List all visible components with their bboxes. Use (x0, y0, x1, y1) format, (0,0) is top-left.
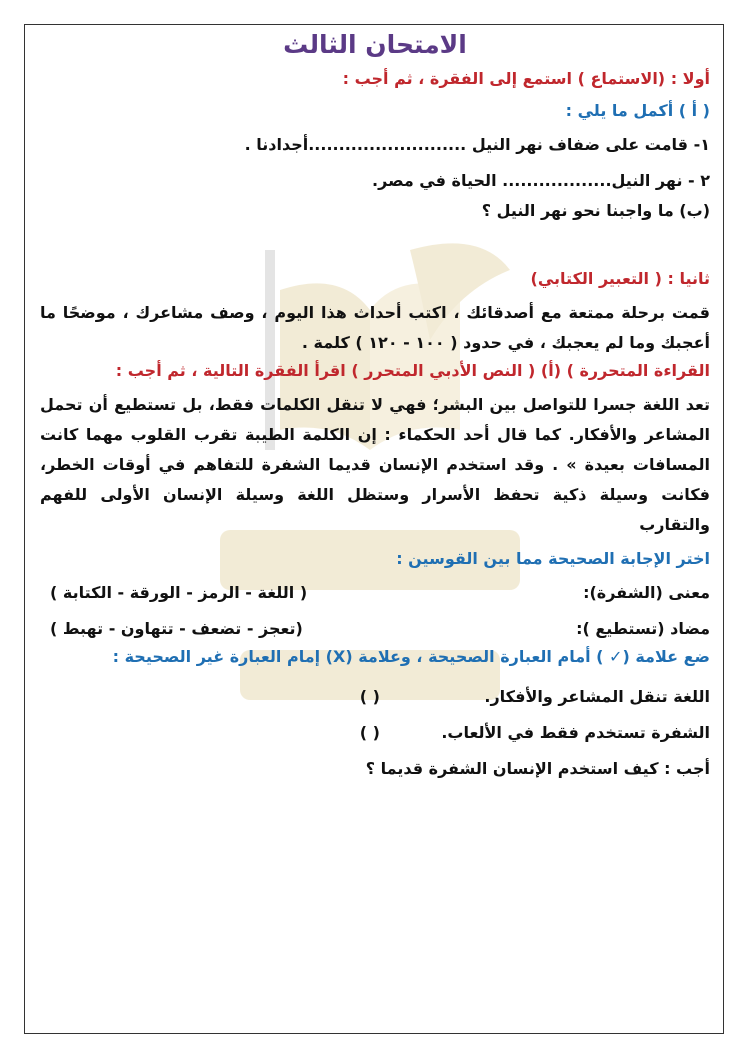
choice-options: (تعجز - تضعف - تتهاون - تهبط ) (50, 619, 303, 638)
choice-row-2 (40, 614, 710, 644)
choice-row-1 (40, 578, 710, 608)
exam-page (40, 30, 710, 784)
statement-text: الشفرة تستخدم فقط في الألعاب. (441, 723, 710, 742)
choice-prompt: مضاد (تستطيع ): (576, 619, 710, 638)
listening-heading: أولا : (الاستماع ) استمع إلى الفقرة ، ثم أجب : (342, 69, 710, 88)
reading-heading: القراءة المتحررة ) (أ) ( النص الأدبي المتحرر ) اقرأ الفقرة التالية ، ثم أجب : (115, 361, 710, 380)
statement-text: اللغة تنقل المشاعر والأفكار. (484, 687, 710, 706)
writing-prompt: قمت برحلة ممتعة مع أصدقائك ، اكتب أحداث هذا اليوم ، وصف مشاعرك ، موضحًا ما أعجبك وما لم يعجبك ، في حدود ( ١٠٠ - ١٢٠ ) كلمة . (40, 303, 710, 352)
answer-box[interactable]: ( ) (359, 687, 380, 706)
choice-options: ( اللغة - الرمز - الورقة - الكتابة ) (50, 583, 308, 602)
part-a-label: ( أ ) أكمل ما يلي : (565, 101, 710, 120)
page-title: الامتحان الثالث (283, 30, 467, 59)
reading-passage: تعد اللغة جسرا للتواصل بين البشر؛ فهي لا تنقل الكلمات فقط، بل تستطيع أن تحمل المشاعر والأفكار. كما قال أحد الحكماء : إن الكلمة الطيبة تقرب القلوب مهما كانت المسافات بعيدة » . وقد استخدم الإنسان قديما الشفرة للتفاهم في أوقات الخطر، فكانت وسيلة ذكية تحفظ الأسرار وستظل اللغة وسيلة الإنسان الأولى للفهم والتقارب (40, 395, 710, 534)
choice-prompt: معنى (الشفرة): (583, 583, 710, 602)
mark-heading: ضع علامة (✓ ) أمام العبارة الصحيحة ، وعلامة (X) إمام العبارة غير الصحيحة : (112, 647, 710, 666)
question-1: ١- قامت على ضفاف نهر النيل ..........................أجدادنا . (244, 135, 710, 154)
writing-heading: ثانيا : ( التعبير الكتابي) (530, 269, 710, 288)
statement-row-1 (40, 682, 710, 712)
part-b-question: (ب) ما واجبنا نحو نهر النيل ؟ (481, 201, 710, 220)
question-2: ٢ - نهر النيل.................. الحياة في مصر. (372, 171, 710, 190)
answer-box[interactable]: ( ) (359, 723, 380, 742)
final-question: أجب : كيف استخدم الإنسان الشفرة قديما ؟ (365, 759, 710, 778)
statement-row-2 (40, 718, 710, 748)
choose-heading: اختر الإجابة الصحيحة مما بين القوسين : (396, 549, 710, 568)
